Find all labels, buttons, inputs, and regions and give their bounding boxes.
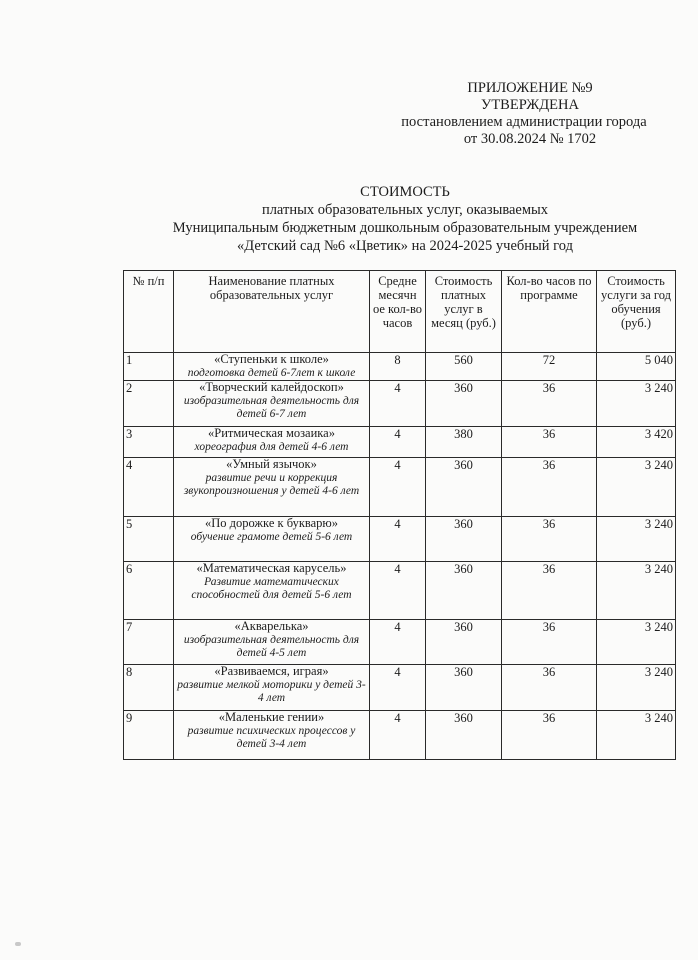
service-name: «Маленькие гении»: [218, 710, 325, 724]
year-price: 5 040: [597, 353, 676, 381]
service-name: «По дорожке к букварю»: [204, 516, 339, 530]
monthly-price: 360: [426, 458, 502, 517]
heading-line-4: «Детский сад №6 «Цветик» на 2024-2025 учебный год: [237, 238, 573, 254]
table-row: [124, 665, 676, 711]
service-cell: [174, 381, 370, 427]
row-number: 4: [124, 458, 174, 517]
row-number: 6: [124, 562, 174, 620]
service-cell: [174, 427, 370, 458]
service-description: подготовка детей 6-7лет к школе: [187, 366, 356, 379]
row-number: 3: [124, 427, 174, 458]
service-name: «Ступеньки к школе»: [214, 352, 329, 366]
header-year-price: Стоимость услуги за год обучения (руб.): [597, 271, 676, 353]
monthly-price: 360: [426, 620, 502, 665]
service-name: «Математическая карусель»: [196, 561, 347, 575]
program-hours: 36: [502, 517, 597, 562]
year-price: 3 240: [597, 711, 676, 760]
service-description: развитие психических процессов у детей 3-4 лет: [187, 724, 356, 750]
monthly-price: 360: [426, 562, 502, 620]
approval-authority: постановлением администрации города: [401, 114, 647, 130]
service-cell: [174, 562, 370, 620]
program-hours: 72: [502, 353, 597, 381]
heading-line-3: Муниципальным бюджетным дошкольным образовательным учреждением: [172, 220, 638, 236]
monthly-hours: 8: [370, 353, 426, 381]
service-cell: [174, 711, 370, 760]
table-row: [124, 427, 676, 458]
scan-speck: [15, 942, 21, 946]
header-monthly-price: Стоимость платных услуг в месяц (руб.): [426, 271, 502, 353]
service-name: «Ритмическая мозаика»: [208, 426, 335, 440]
monthly-price: 560: [426, 353, 502, 381]
header-program-hours: Кол-во часов по программе: [502, 271, 597, 353]
year-price: 3 240: [597, 458, 676, 517]
monthly-hours: 4: [370, 427, 426, 458]
service-description: развитие речи и коррекция звукопроизношения у детей 4-6 лет: [183, 471, 360, 497]
program-hours: 36: [502, 381, 597, 427]
service-description: хореография для детей 4-6 лет: [194, 440, 349, 453]
monthly-price: 360: [426, 381, 502, 427]
service-description: развитие мелкой моторики у детей 3-4 лет: [177, 678, 366, 704]
approval-block: [380, 80, 680, 148]
service-name: «Творческий калейдоскоп»: [199, 380, 344, 394]
document-title: СТОИМОСТЬ: [360, 184, 450, 200]
year-price: 3 240: [597, 381, 676, 427]
row-number: 5: [124, 517, 174, 562]
program-hours: 36: [502, 711, 597, 760]
monthly-hours: 4: [370, 665, 426, 711]
table-row: [124, 353, 676, 381]
services-table: [123, 270, 676, 760]
monthly-hours: 4: [370, 620, 426, 665]
year-price: 3 240: [597, 562, 676, 620]
row-number: 2: [124, 381, 174, 427]
monthly-price: 380: [426, 427, 502, 458]
year-price: 3 240: [597, 620, 676, 665]
monthly-price: 360: [426, 665, 502, 711]
service-cell: [174, 458, 370, 517]
year-price: 3 240: [597, 517, 676, 562]
service-cell: [174, 517, 370, 562]
program-hours: 36: [502, 427, 597, 458]
table-row: [124, 517, 676, 562]
table-row: [124, 381, 676, 427]
service-name: «Умный язычок»: [226, 457, 317, 471]
table-row: [124, 711, 676, 760]
monthly-price: 360: [426, 711, 502, 760]
header-monthly-hours: Средне месячн ое кол-во часов: [370, 271, 426, 353]
monthly-price: 360: [426, 517, 502, 562]
service-cell: [174, 353, 370, 381]
service-name: «Акварелька»: [234, 619, 309, 633]
row-number: 7: [124, 620, 174, 665]
table-row: [124, 562, 676, 620]
program-hours: 36: [502, 562, 597, 620]
service-cell: [174, 620, 370, 665]
service-description: изобразительная деятельность для детей 6-7 лет: [183, 394, 360, 420]
year-price: 3 240: [597, 665, 676, 711]
appendix-number: ПРИЛОЖЕНИЕ №9: [467, 80, 593, 96]
service-cell: [174, 665, 370, 711]
header-service-name: Наименование платных образовательных услуг: [174, 271, 370, 353]
table-header-row: [124, 271, 676, 353]
row-number: 8: [124, 665, 174, 711]
monthly-hours: 4: [370, 562, 426, 620]
header-number: № п/п: [124, 271, 174, 353]
document-heading: [120, 183, 690, 255]
row-number: 9: [124, 711, 174, 760]
heading-line-2: платных образовательных услуг, оказываемых: [261, 202, 549, 218]
service-description: Развитие математических способностей для детей 5-6 лет: [191, 575, 352, 601]
approved-label: УТВЕРЖДЕНА: [481, 97, 579, 113]
monthly-hours: 4: [370, 517, 426, 562]
program-hours: 36: [502, 665, 597, 711]
monthly-hours: 4: [370, 458, 426, 517]
service-description: обучение грамоте детей 5-6 лет: [190, 530, 353, 543]
service-description: изобразительная деятельность для детей 4-5 лет: [183, 633, 360, 659]
service-name: «Развиваемся, играя»: [214, 664, 329, 678]
table-row: [124, 620, 676, 665]
monthly-hours: 4: [370, 381, 426, 427]
program-hours: 36: [502, 458, 597, 517]
monthly-hours: 4: [370, 711, 426, 760]
program-hours: 36: [502, 620, 597, 665]
year-price: 3 420: [597, 427, 676, 458]
table-row: [124, 458, 676, 517]
row-number: 1: [124, 353, 174, 381]
approval-date: от 30.08.2024 № 1702: [463, 131, 597, 147]
